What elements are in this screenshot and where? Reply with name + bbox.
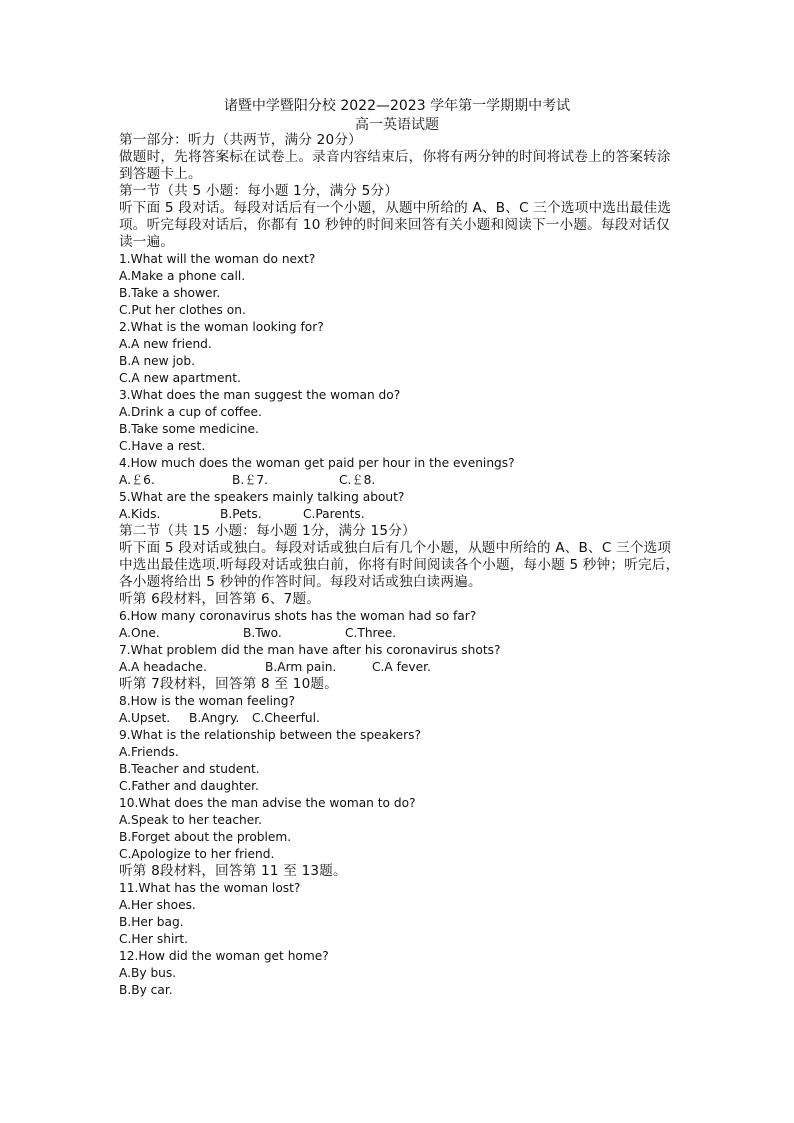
option-c: C.Father and daughter. <box>119 779 259 793</box>
part1-heading: 第一部分：听力（共两节，满分 20分） <box>119 132 362 148</box>
section1-instruction: 读一遍。 <box>119 234 175 250</box>
exam-content <box>119 132 679 999</box>
option-c: C.Parents. <box>303 507 365 521</box>
exam-title: 诸暨中学暨阳分校 2022—2023 学年第一学期期中考试 <box>223 98 571 114</box>
option-c: C.Three. <box>345 626 397 640</box>
option-a: A.Friends. <box>119 745 179 759</box>
option-b: B.Forget about the problem. <box>119 830 292 844</box>
option-a: A.Kids. <box>119 507 161 521</box>
option-b: B.By car. <box>119 983 173 997</box>
question-stem: 7.What problem did the man have after his coronavirus shots? <box>119 643 501 657</box>
option-c: C.A new apartment. <box>119 371 241 385</box>
option-b: B.Take a shower. <box>119 286 221 300</box>
option-b: B.Arm pain. <box>265 660 337 674</box>
section1-instruction: 听下面 5 段对话。每段对话后有一个小题，从题中所给的 A、B、C 三个选项中选出最佳选 <box>119 200 672 216</box>
option-c: C.￡8. <box>339 473 376 487</box>
options-row <box>119 472 679 489</box>
section2-instruction: 听下面 5 段对话或独白。每段对话或独白后有几个小题，从题中所给的 A、B、C 三个选项 <box>119 540 672 556</box>
options-row <box>119 659 679 676</box>
question-stem: 5.What are the speakers mainly talking about? <box>119 490 405 504</box>
section1-instruction: 项。听完每段对话后，你都有 10 秒钟的时间来回答有关小题和阅读下一小题。每段对话仅 <box>119 217 670 233</box>
option-a: A.By bus. <box>119 966 177 980</box>
question-stem: 4.How much does the woman get paid per hour in the evenings? <box>119 456 515 470</box>
option-a: A.A new friend. <box>119 337 212 351</box>
section2-heading: 第二节（共 15 小题：每小题 1分，满分 15分） <box>119 523 416 539</box>
question-stem: 3.What does the man suggest the woman do? <box>119 388 401 402</box>
material-heading: 听第 8段材料，回答第 11 至 13题。 <box>119 863 347 879</box>
option-b: B.￡7. <box>232 473 269 487</box>
option-c: C.Have a rest. <box>119 439 206 453</box>
option-b: B.Teacher and student. <box>119 762 260 776</box>
exam-subtitle: 高一英语试题 <box>355 117 439 133</box>
option-a: A.￡6. <box>119 473 155 487</box>
option-b: B.Her bag. <box>119 915 184 929</box>
option-a: A.Speak to her teacher. <box>119 813 263 827</box>
option-c: C.Put her clothes on. <box>119 303 246 317</box>
option-b: B.Two. <box>243 626 282 640</box>
option-a: A.Her shoes. <box>119 898 196 912</box>
option-b: B.A new job. <box>119 354 195 368</box>
section1-heading: 第一节（共 5 小题：每小题 1分，满分 5分） <box>119 183 399 199</box>
question-stem: 8.How is the woman feeling? <box>119 694 295 708</box>
option-b: B.Pets. <box>220 507 262 521</box>
question-stem: 6.How many coronavirus shots has the woman had so far? <box>119 609 477 623</box>
question-stem: 1.What will the woman do next? <box>119 252 316 266</box>
option-a: A.One. <box>119 626 160 640</box>
part1-instruction: 做题时，先将答案标在试卷上。录音内容结束后，你将有两分钟的时间将试卷上的答案转涂 <box>119 149 671 165</box>
section2-instruction: 各小题将给出 5 秒钟的作答时间。每段对话或独白读两遍。 <box>119 574 482 590</box>
options-row <box>119 625 679 642</box>
option-b: B.Angry. <box>189 711 240 725</box>
option-c: C.A fever. <box>372 660 431 674</box>
options-row <box>119 710 679 727</box>
part1-instruction: 到答题卡上。 <box>119 166 202 182</box>
option-c: C.Cheerful. <box>252 711 320 725</box>
question-stem: 12.How did the woman get home? <box>119 949 329 963</box>
option-a: A.Make a phone call. <box>119 269 246 283</box>
question-stem: 9.What is the relationship between the speakers? <box>119 728 421 742</box>
option-a: A.Upset. <box>119 711 171 725</box>
option-a: A.Drink a cup of coffee. <box>119 405 262 419</box>
question-stem: 2.What is the woman looking for? <box>119 320 324 334</box>
section2-instruction: 中选出最佳选项.听每段对话或独白前，你将有时间阅读各个小题，每小题 5 秒钟；听完后， <box>119 557 680 573</box>
question-stem: 11.What has the woman lost? <box>119 881 301 895</box>
options-row <box>119 506 679 523</box>
material-heading: 听第 6段材料，回答第 6、7题。 <box>119 591 321 607</box>
option-c: C.Her shirt. <box>119 932 189 946</box>
question-stem: 10.What does the man advise the woman to do? <box>119 796 416 810</box>
material-heading: 听第 7段材料，回答第 8 至 10题。 <box>119 676 339 692</box>
option-a: A.A headache. <box>119 660 207 674</box>
option-c: C.Apologize to her friend. <box>119 847 275 861</box>
option-b: B.Take some medicine. <box>119 422 259 436</box>
